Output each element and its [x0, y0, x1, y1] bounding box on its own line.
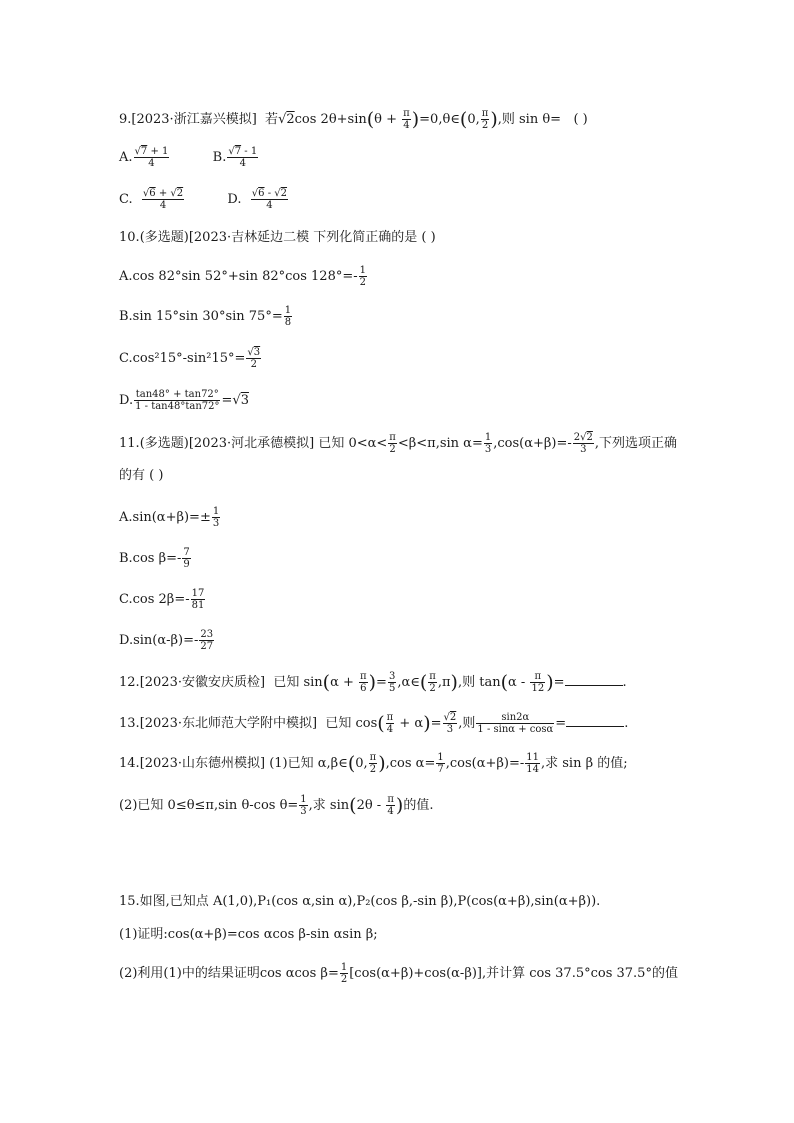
q12-text: . [622, 675, 627, 690]
q11-text: (多选题)[2023·河北承德模拟] 已知 0<α< [139, 436, 388, 451]
option-c-fraction: √ $\frac{6 + √ 2}{4}$ [142, 188, 184, 211]
q15-text: [cos(α+β)+cos(α-β)],并计算 cos 37.5°cos 37.5°的值 [349, 966, 678, 981]
q13-text: = [430, 716, 442, 731]
option-d-fraction: √ $\frac{6 - √ 2}{4}$ [251, 188, 288, 211]
fraction: $\frac{\sin 2\alpha}{1 - \sin\alpha + \cos\alpha}$ [477, 712, 554, 735]
q12-text: = [553, 675, 565, 690]
option-label: B. [212, 150, 227, 165]
q13-source: [2023·东北师范大学附中模拟] [139, 716, 318, 731]
option-text: B.sin 15°sin 30°sin 75°= [119, 309, 283, 324]
fraction: $\frac{1}{3}$ [212, 506, 220, 529]
q12-stem [119, 671, 627, 694]
q14-part2 [119, 794, 433, 817]
fraction: √ $\frac{3}{2}$ [246, 347, 261, 370]
q15-part1 [119, 927, 378, 943]
q14-text: 2θ - [356, 798, 386, 813]
q12-text: α - [508, 675, 530, 690]
fraction: $\frac{23}{27}$ [200, 629, 214, 652]
answer-blank[interactable] [566, 716, 624, 727]
paren-open: ( [366, 108, 375, 131]
fraction: $\frac{17}{81}$ [191, 588, 205, 611]
sqrt-symbol: √ 2 [278, 112, 295, 127]
fraction: $\frac{\tan 48^\circ + \tan 72^\circ}{1 - \tan 48^\circ\tan 72^\circ}$ [135, 389, 220, 412]
q13-text: ,则 [458, 716, 476, 731]
paren-open: ( [419, 671, 428, 694]
answer-blank[interactable] [565, 675, 623, 686]
fraction: $\frac{\pi}{2}$ [389, 432, 396, 455]
q10-number: 10. [119, 230, 140, 245]
fraction: $\frac{\pi}{4}$ [403, 108, 410, 131]
option-label: D. [227, 192, 242, 207]
paren-close: ) [450, 671, 458, 694]
option-text: C.cos 2β=- [119, 592, 190, 607]
paren-close: ) [368, 671, 377, 694]
q11-stem-line2 [119, 468, 163, 484]
q12-text: = [376, 675, 387, 690]
q14-text: 的值. [403, 798, 434, 813]
q12-number: 12. [119, 675, 140, 690]
fraction: $\frac{\pi}{2}$ [481, 108, 489, 131]
q14-text: ,求 sin [308, 798, 350, 813]
option-a-fraction: √ $\frac{7 + 1}{4}$ [134, 146, 170, 169]
q11-number: 11. [119, 436, 140, 451]
q10-option-c [119, 347, 262, 370]
fraction: $\frac{1}{8}$ [284, 305, 292, 328]
q15-stem [119, 894, 600, 910]
option-text: = [221, 393, 233, 408]
fraction: $\frac{2√ 2}{3}$ [573, 432, 594, 455]
q10-option-b [119, 305, 293, 328]
fraction: $\frac{\pi}{2}$ [369, 752, 377, 775]
q11-option-b [119, 547, 192, 570]
paren-close: ) [411, 108, 420, 131]
fraction: √ $\frac{2}{3}$ [443, 712, 458, 735]
q10-stem [119, 230, 436, 246]
q9-text: 0, [467, 112, 480, 127]
q9-options-row1 [119, 146, 259, 169]
q12-text: ,π [437, 675, 451, 690]
fraction: $\frac{3}{5}$ [388, 671, 396, 694]
q10-option-d [119, 389, 249, 412]
q9-options-row2 [119, 188, 289, 211]
paren-close: ) [378, 752, 386, 775]
q13-text: 已知 cos [325, 716, 378, 731]
q15-text: (1)证明:cos(α+β)=cos αcos β-sin αsin β; [119, 927, 378, 942]
q13-number: 13. [119, 716, 140, 731]
q12-text: ,则 tan [457, 675, 501, 690]
paren-open: ( [377, 712, 385, 735]
option-label: A. [119, 150, 133, 165]
q14-text: ,cos(α+β)=- [445, 756, 525, 771]
fraction: $\frac{1}{3}$ [300, 794, 307, 817]
q14-source: [2023·山东德州模拟] [139, 756, 266, 771]
q14-text: ,求 sin β 的值; [541, 756, 628, 771]
q11-option-a [119, 506, 221, 529]
q14-text: (1)已知 α,β∈ [269, 756, 348, 771]
fraction: $\frac{11}{14}$ [526, 752, 539, 775]
paren-open: ( [500, 671, 509, 694]
q14-number: 14. [119, 756, 140, 771]
q14-text: 0, [355, 756, 368, 771]
q9-stem [119, 108, 588, 131]
answer-paren: ( ) [573, 112, 588, 127]
paren-open: ( [347, 752, 356, 775]
option-text: B.cos β=- [119, 551, 182, 566]
q12-text: α + [330, 675, 359, 690]
fraction: $\frac{\pi}{4}$ [387, 794, 394, 817]
sqrt-symbol: √ 3 [232, 393, 249, 408]
fraction: $\frac{\pi}{12}$ [531, 671, 545, 694]
paren-close: ) [546, 671, 554, 694]
option-b-fraction: √ $\frac{7 - 1}{4}$ [227, 146, 258, 169]
q10-option-a [119, 265, 368, 288]
q9-text: 若 [265, 112, 279, 127]
q13-stem [119, 712, 628, 735]
paren-close: ) [395, 794, 404, 817]
paren-open: ( [459, 108, 468, 131]
fraction: $\frac{7}{9}$ [183, 547, 190, 570]
fraction: $\frac{1}{2}$ [359, 265, 367, 288]
q13-text: . [624, 716, 629, 731]
q9-text: cos 2θ+sin [294, 112, 367, 127]
q11-stem [119, 432, 677, 455]
q11-text: <β<π,sin α= [397, 436, 483, 451]
q12-text: ,α∈ [397, 675, 420, 690]
fraction: $\frac{\pi}{2}$ [429, 671, 436, 694]
q11-text: ,下列选项正确 [594, 436, 678, 451]
option-label: C. [119, 192, 133, 207]
fraction: $\frac{\pi}{6}$ [360, 671, 367, 694]
q11-text: ,cos(α+β)=- [493, 436, 572, 451]
paren-open: ( [322, 671, 331, 694]
fraction: $\frac{\pi}{4}$ [386, 712, 394, 735]
q14-text: ,cos α= [385, 756, 436, 771]
option-text: C.cos²15°-sin²15°= [119, 351, 246, 366]
q11-text: 的有 ( ) [119, 468, 164, 483]
option-label: D. [119, 393, 134, 408]
q12-text: 已知 sin [273, 675, 323, 690]
q9-text: θ + [374, 112, 402, 127]
q15-text: (2)利用(1)中的结果证明cos αcos β= [119, 966, 339, 981]
fraction: $\frac{1}{2}$ [340, 962, 348, 985]
q9-text: ,则 sin θ= [497, 112, 562, 127]
q12-source: [2023·安徽安庆质检] [139, 675, 266, 690]
q9-text: =0,θ∈ [419, 112, 460, 127]
fraction: $\frac{1}{3}$ [484, 432, 492, 455]
paren-close: ) [423, 712, 431, 735]
q15-part2 [119, 962, 678, 985]
q15-text: 15.如图,已知点 A(1,0),P₁(cos α,sin α),P₂(cos β,-sin β),P(cos(α+β),sin(α+β)). [119, 894, 601, 909]
fraction: $\frac{1}{7}$ [437, 752, 444, 775]
paren-open: ( [349, 794, 357, 817]
q11-option-c [119, 588, 206, 611]
option-text: A.cos 82°sin 52°+sin 82°cos 128°=- [119, 269, 358, 284]
option-text: D.sin(α-β)=- [119, 633, 199, 648]
q9-number: 9. [119, 112, 132, 127]
q11-option-d [119, 629, 215, 652]
q13-text: + α [395, 716, 424, 731]
q13-text: = [555, 716, 567, 731]
paren-close: ) [490, 108, 498, 131]
q14-text: (2)已知 0≤θ≤π,sin θ-cos θ= [119, 798, 299, 813]
q10-text: (多选题)[2023·吉林延边二模 下列化简正确的是 ( ) [139, 230, 436, 245]
q14-part1 [119, 752, 628, 775]
q9-source: [2023·浙江嘉兴模拟] [131, 112, 257, 127]
option-text: A.sin(α+β)=± [119, 510, 211, 525]
